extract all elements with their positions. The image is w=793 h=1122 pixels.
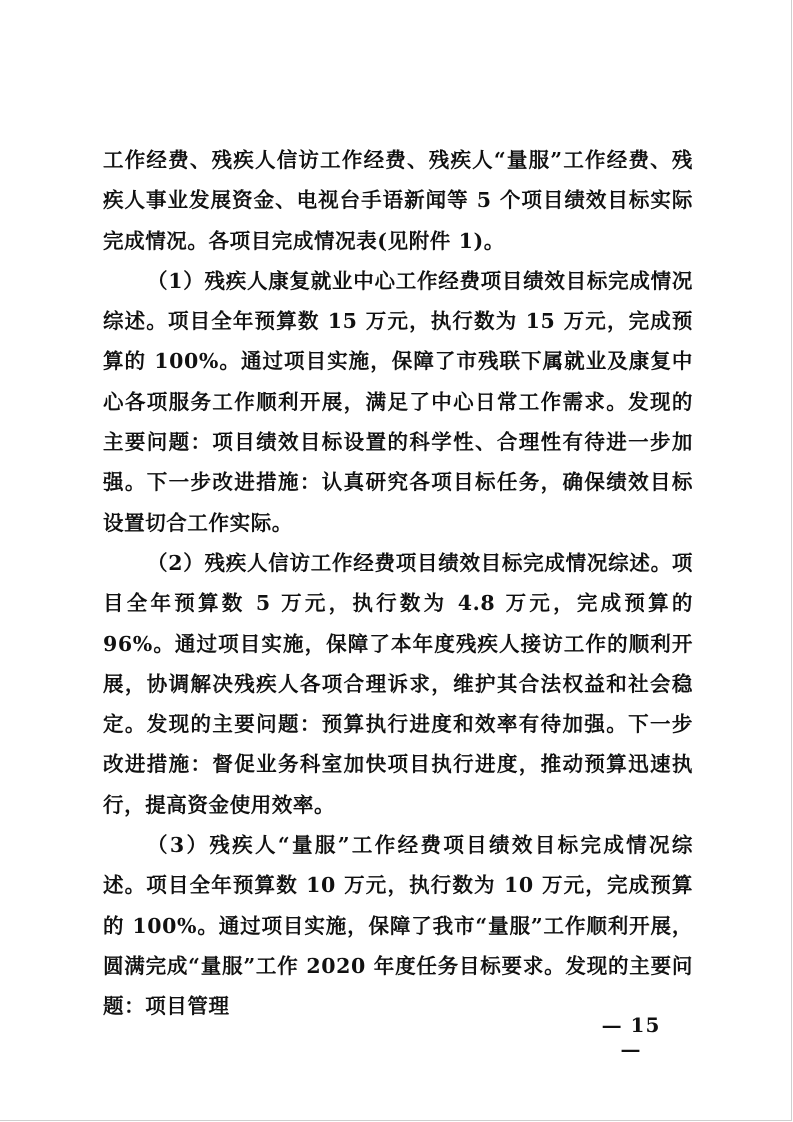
page-number: — 15 — xyxy=(601,1013,661,1061)
paragraph-item-1: （1）残疾人康复就业中心工作经费项目绩效目标完成情况综述。项目全年预算数 15 万元，执行数为 15 万元，完成预算的 100%。通过项目实施，保障了市残联下属就业及康复中心各项服务工作顺利开展，满足了中心日常工作需求。发现的主要问题：项目绩效目标设置的科学性、合理性有待进一步加强。下一步改进措施：认真研究各项目标任务，确保绩效目标设置切合工作实际。 xyxy=(103,268,693,535)
document-body xyxy=(103,140,693,1027)
paragraph-intro-continued: 工作经费、残疾人信访工作经费、残疾人“量服”工作经费、残疾人事业发展资金、电视台手语新闻等 5 个项目绩效目标实际完成情况。各项目完成情况表(见附件 1)。 xyxy=(103,148,693,253)
paragraph-item-2: （2）残疾人信访工作经费项目绩效目标完成情况综述。项目全年预算数 5 万元，执行数为 4.8 万元，完成预算的 96%。通过项目实施，保障了本年度残疾人接访工作的顺利开展，协调解决残疾人各项合理诉求，维护其合法权益和社会稳定。发现的主要问题：预算执行进度和效率有待加强。下一步改进措施：督促业务科室加快项目执行进度，推动预算迅速执行，提高资金使用效率。 xyxy=(103,550,693,817)
paragraph-item-3: （3）残疾人“量服”工作经费项目绩效目标完成情况综述。项目全年预算数 10 万元，执行数为 10 万元，完成预算的 100%。通过项目实施，保障了我市“量服”工作顺利开展，圆满完成“量服”工作 2020 年度任务目标要求。发现的主要问题：项目管理 xyxy=(103,833,693,1019)
